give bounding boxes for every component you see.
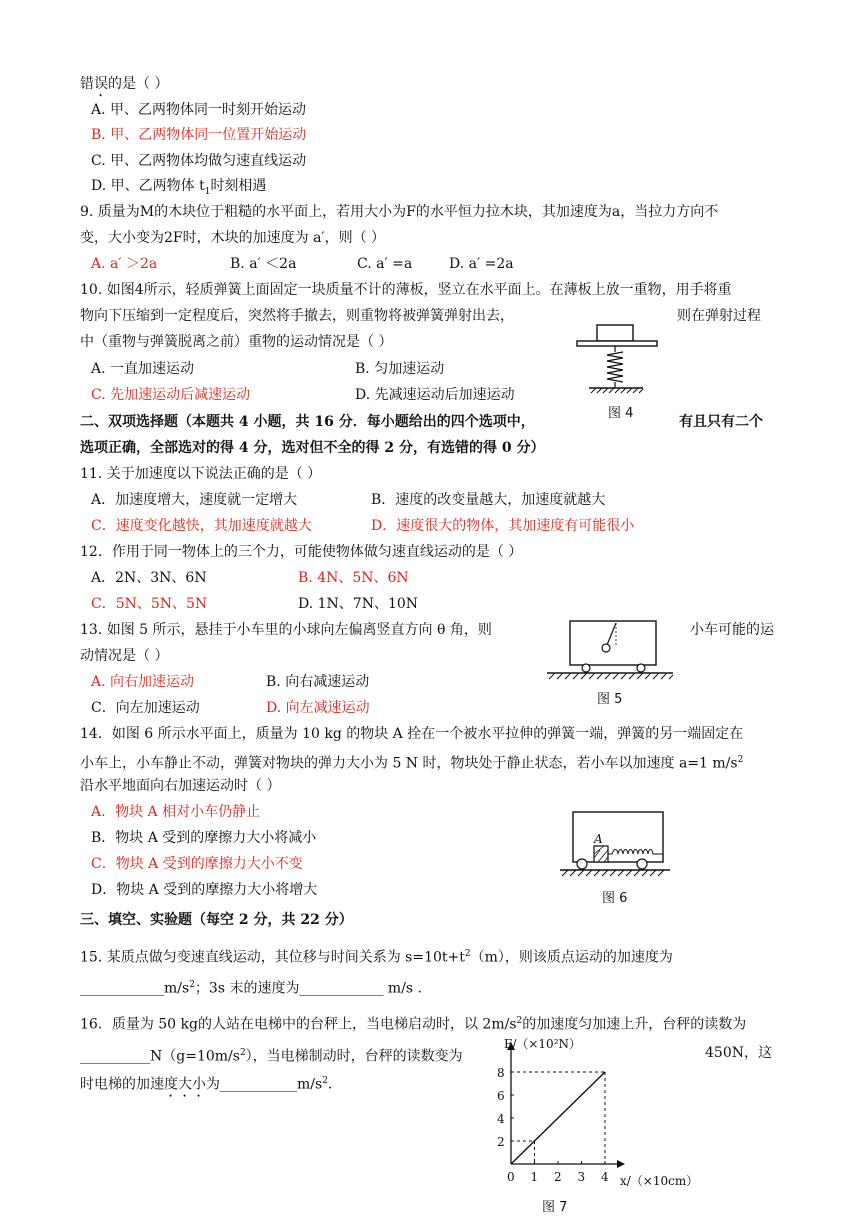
figure-6-block-label: A xyxy=(594,832,603,846)
q10-option-b: B. 匀加速运动 xyxy=(355,361,445,377)
q8-stem: 错误的是（ ） xyxy=(80,76,169,92)
q14-line-3: 沿水平地面向右加速运动时（ ） xyxy=(80,778,281,794)
q16-line-2-end: 450N，这 xyxy=(705,1045,772,1061)
x-axis-label: x/（×10cm） xyxy=(620,1174,699,1188)
x-tick-label: 4 xyxy=(601,1170,609,1184)
q12-option-a: A．2N、3N、6N xyxy=(91,570,207,586)
q10-line-2-end: 则在弹射过程 xyxy=(677,308,761,324)
x-axis-arrow xyxy=(617,1160,625,1168)
q16-line-2: $\_\_\_\_\_\_\_\_\_\_N(g=10m/s^2)$，当电梯制动时，台秤的读数变为 xyxy=(80,1048,463,1065)
figure-6-cart xyxy=(560,810,670,882)
x-tick-label: 2 xyxy=(554,1170,562,1184)
q13-line-1-end: 小车可能的运 xyxy=(690,622,774,638)
series-line xyxy=(511,1072,605,1164)
figure-4-caption: 图 4 xyxy=(608,406,634,421)
q13-option-b: B. 向右减速运动 xyxy=(266,674,370,690)
q11-option-b: B．速度的改变量越大，加速度就越大 xyxy=(371,492,606,508)
q13-option-d: D. 向左减速运动 xyxy=(266,700,370,716)
q11-option-a: A．加速度增大，速度就一定增大 xyxy=(91,492,298,508)
figure-7-caption: 图 7 xyxy=(542,1200,568,1215)
q11-stem: 11. 关于加速度以下说法正确的是（ ） xyxy=(80,466,322,482)
y-tick-label: 4 xyxy=(497,1112,505,1126)
q14-line-1: 14．如图 6 所示水平面上，质量为 10 kg 的物块 A 拴在一个被水平拉伸的弹簧一端，弹簧的另一端固定在 xyxy=(80,726,744,742)
q9-option-d: D. a′ =2a xyxy=(449,256,514,272)
q8-option-a: A. 甲、乙两物体同一时刻开始运动 xyxy=(91,102,307,118)
q13-option-c: C．向左加速运动 xyxy=(91,700,200,716)
q13-line-2: 动情况是（ ） xyxy=(80,648,169,664)
q8-option-c: C. 甲、乙两物体均做匀速直线运动 xyxy=(91,153,307,169)
q16-line-3: 时电梯的加速度大小为$\_\_\_\_\_\_\_\_\_\_\_m/s^2$. xyxy=(80,1076,333,1093)
figure-4-spring xyxy=(575,322,660,394)
q9-line-2: 变，大小变为2F时，木块的加速度为 a′，则（ ） xyxy=(80,230,386,246)
q12-option-b: B. 4N、5N、6N xyxy=(298,570,409,586)
x-tick-label: 3 xyxy=(577,1170,586,1184)
section-2-header-line-2: 选项正确，全部选对的得 4 分，选对但不全的得 2 分，有选错的得 0 分） xyxy=(80,440,545,456)
q9-line-1: 9. 质量为M的木块位于粗糙的水平面上，若用大小为F的水平恒力拉木块，其加速度为a，当拉力方向不 xyxy=(80,204,719,220)
y-tick-label: 2 xyxy=(497,1135,505,1149)
q13-line-1: 13. 如图 5 所示，悬挂于小车里的小球向左偏离竖直方向 θ 角，则 xyxy=(80,622,492,638)
q12-option-c: C．5N、5N、5N xyxy=(91,596,208,612)
q9-option-a: A. a′ ＞2a xyxy=(91,256,158,272)
q16-line-1: 16．质量为 50 kg的人站在电梯中的台秤上，当电梯启动时，以 $2m/s^2$的加速度匀加速上升，台秤的读数为 xyxy=(80,1016,747,1033)
q10-line-3: 中（重物与弹簧脱离之前）重物的运动情况是（ ） xyxy=(80,334,393,350)
y-tick-label: 8 xyxy=(497,1066,505,1080)
figure-7-chart xyxy=(480,1036,720,1196)
q14-option-b: B．物块 A 受到的摩擦力大小将减小 xyxy=(91,830,317,846)
y-tick-label: 6 xyxy=(497,1089,505,1103)
q13-option-a: A. 向右加速运动 xyxy=(91,674,195,690)
q8-option-b: B. 甲、乙两物体同一位置开始运动 xyxy=(91,127,307,143)
section-3-header: 三、填空、实验题（每空 2 分，共 22 分） xyxy=(80,912,353,928)
q12-stem: 12．作用于同一物体上的三个力，可能使物体做匀速直线运动的是（ ） xyxy=(80,544,523,560)
x-tick-label: 1 xyxy=(530,1170,539,1184)
q10-line-2: 物向下压缩到一定程度后，突然将手撤去，则重物将被弹簧弹射出去， xyxy=(80,308,514,324)
q9-option-b: B. a′ ＜2a xyxy=(230,256,297,272)
q8-option-d: D. 甲、乙两物体 $t_1$时刻相遇 xyxy=(91,178,267,197)
x-tick-label: 0 xyxy=(507,1170,515,1184)
figure-6-caption: 图 6 xyxy=(602,891,628,906)
figure-5-caption: 图 5 xyxy=(597,692,623,707)
q10-line-1: 10. 如图4所示，轻质弹簧上面固定一块质量不计的薄板，竖立在水平面上。在薄板上放一重物，用手将重 xyxy=(80,282,732,298)
q15-line-2: $\_\_\_\_\_\_\_\_\_\_\_\_m/s^2$；3s 末的速度为____________ m/s . xyxy=(80,980,422,997)
q10-option-c: C. 先加速运动后减速运动 xyxy=(91,387,251,403)
q15-line-1: 15. 某质点做匀变速直线运动，其位移与时间关系为 $s=10t+t^2(m)$，则该质点运动的加速度为 xyxy=(80,949,673,966)
q11-option-c: C．速度变化越快，其加速度就越大 xyxy=(91,518,312,534)
q11-option-d: D．速度很大的物体，其加速度有可能很小 xyxy=(371,518,635,534)
y-axis-label: F/（×10²N） xyxy=(504,1037,582,1051)
q14-line-2: 小车上，小车静止不动，弹簧对物块的弹力大小为 5 N 时，物块处于静止状态，若小车以加速度 a=1 $m/s^2$ xyxy=(80,755,744,772)
section-2-header: 二、双项选择题（本题共 4 小题，共 16 分．每小题给出的四个选项中， xyxy=(80,414,535,430)
q14-option-c: C．物块 A 受到的摩擦力大小不变 xyxy=(91,856,303,872)
q14-option-a: A．物块 A 相对小车仍静止 xyxy=(91,804,261,820)
section-2-header-end: 有且只有二个 xyxy=(679,414,763,430)
q10-option-d: D. 先减速运动后加速运动 xyxy=(355,387,515,403)
q14-option-d: D．物块 A 受到的摩擦力大小将增大 xyxy=(91,882,318,898)
q9-option-c: C. a′ =a xyxy=(357,256,413,272)
q12-option-d: D. 1N、7N、10N xyxy=(298,596,419,612)
q10-option-a: A. 一直加速运动 xyxy=(91,361,195,377)
figure-5-cart xyxy=(545,617,675,685)
